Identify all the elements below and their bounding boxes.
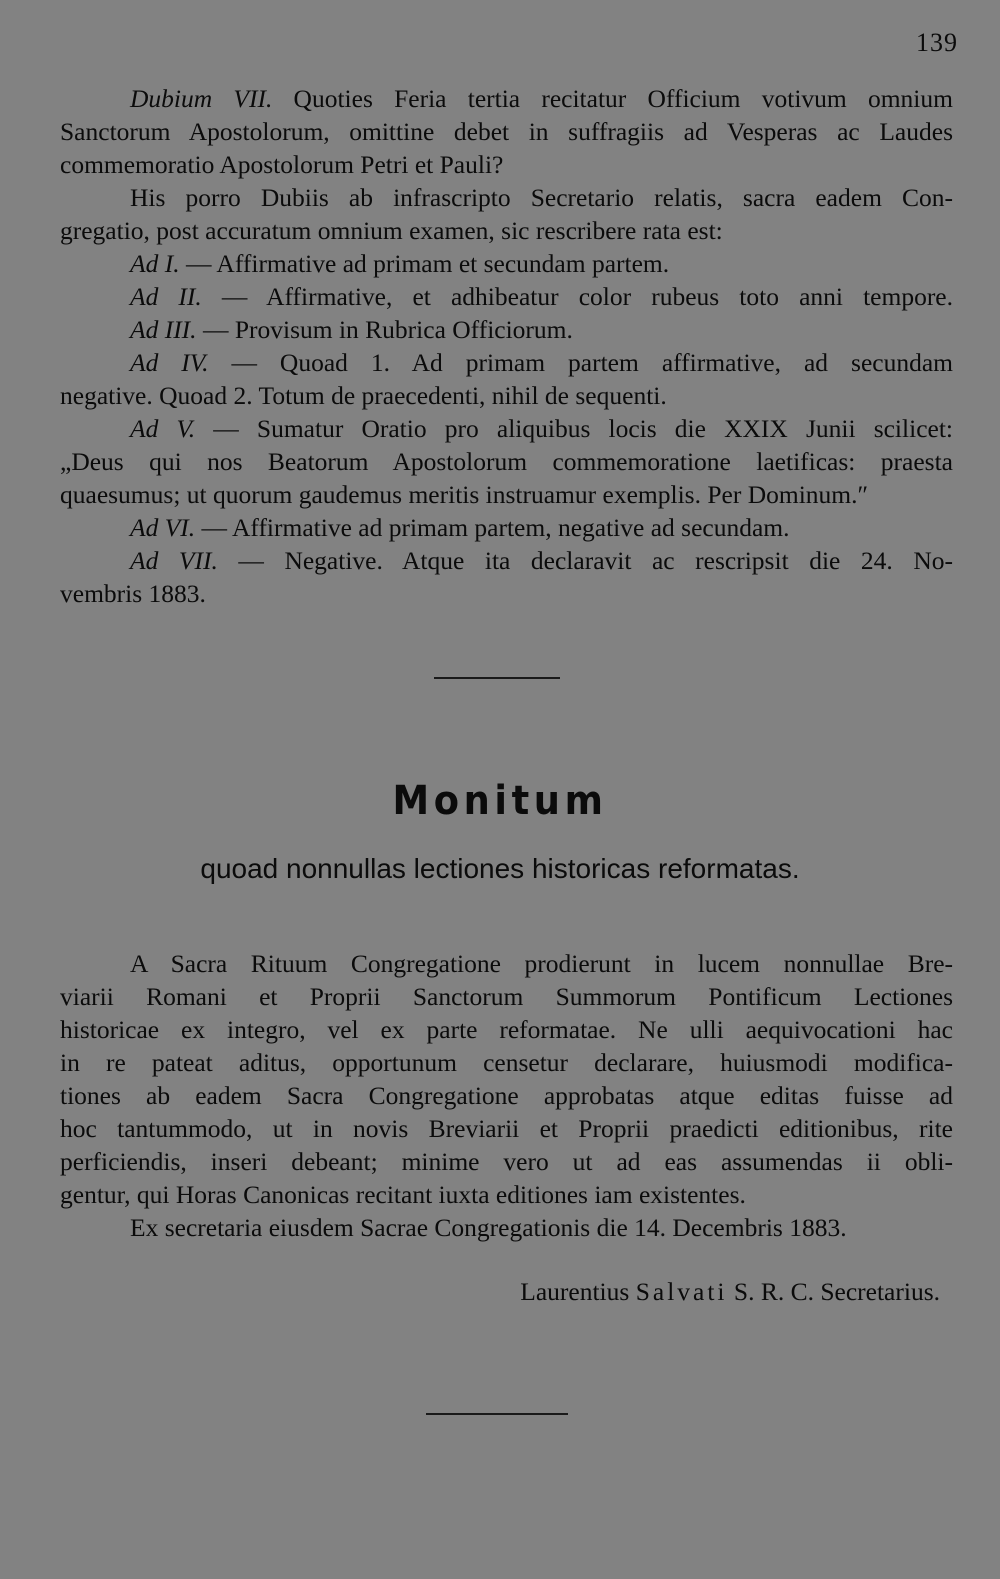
signature-title: S. R. C. Secretarius. <box>733 1277 940 1306</box>
item-lead: Ad VII. <box>130 546 218 575</box>
signature-last-name: Salvati <box>635 1277 728 1306</box>
line-text: gentur, qui Horas Canonicas recitant iuxta editiones iam existentes. <box>60 1180 746 1209</box>
end-divider <box>426 1413 568 1415</box>
line-text: vembris 1883. <box>60 579 206 608</box>
monitum-title: Monitum <box>392 778 608 824</box>
line-text: Sanctorum Apostolorum, omittine debet in suffragiis ad Vesperas ac Laudes <box>60 117 953 146</box>
text-line <box>60 478 953 511</box>
line-text: negative. Quoad 2. Totum de praecedenti, nihil de sequenti. <box>60 381 667 410</box>
text-line <box>60 346 953 379</box>
text-line <box>60 148 953 181</box>
text-line <box>60 511 953 544</box>
page-number: 139 <box>916 28 958 57</box>
line-text: viarii Romani et Proprii Sanctorum Summorum Pontificum Lectiones <box>60 982 953 1011</box>
text-line <box>60 181 953 214</box>
line-text: in re pateat aditus, opportunum censetur declarare, huiusmodi modifica- <box>60 1048 953 1077</box>
text-line <box>60 947 953 980</box>
line-text: historicae ex integro, vel ex parte reformatae. Ne ulli aequivocationi hac <box>60 1015 953 1044</box>
monitum-subtitle: quoad nonnullas lectiones historicas reformatas. <box>200 853 800 884</box>
text-line <box>60 1211 953 1244</box>
item-lead: Ad IV. <box>130 348 209 377</box>
text-line <box>60 445 953 478</box>
text-line <box>60 280 953 313</box>
text-line <box>60 577 953 610</box>
line-text: — Provisum in Rubrica Officiorum. <box>196 315 573 344</box>
line-text: His porro Dubiis ab infrascripto Secretario relatis, sacra eadem Con- <box>130 183 953 212</box>
line-text: hoc tantummodo, ut in novis Breviarii et Proprii praedicti editionibus, rite <box>60 1114 953 1143</box>
text-line <box>60 1079 953 1112</box>
item-lead: Ad VI. <box>130 513 196 542</box>
text-line <box>60 980 953 1013</box>
line-text: — Affirmative, et adhibeatur color rubeus toto anni tempore. <box>201 282 954 311</box>
text-line <box>60 379 953 412</box>
line-text: — Negative. Atque ita declaravit ac rescripsit die 24. No- <box>217 546 954 575</box>
line-text: — Quoad 1. Ad primam partem affirmative, ad secundam <box>208 348 953 377</box>
line-text: — Sumatur Oratio pro aliquibus locis die XXIX Junii scilicet: <box>195 414 953 443</box>
item-lead: Dubium VII. <box>130 84 273 113</box>
item-lead: Ad II. <box>130 282 202 311</box>
line-text: perficiendis, inseri debeant; minime vero ut ad eas assumendas ii obli- <box>60 1147 953 1176</box>
text-line <box>60 412 953 445</box>
decree-responses <box>60 82 953 610</box>
item-lead: Ad V. <box>130 414 196 443</box>
line-text: Ex secretaria eiusdem Sacrae Congregationis die 14. Decembris 1883. <box>130 1213 847 1242</box>
line-text: — Affirmative ad primam partem, negative ad secundam. <box>195 513 790 542</box>
line-text: — Affirmative ad primam et secundam partem. <box>179 249 670 278</box>
item-lead: Ad III. <box>130 315 197 344</box>
line-text: gregatio, post accuratum omnium examen, sic rescribere rata est: <box>60 216 723 245</box>
line-text: A Sacra Rituum Congregatione prodierunt in lucem nonnullae Bre- <box>130 949 953 978</box>
text-line <box>60 247 953 280</box>
monitum-body <box>60 947 953 1244</box>
signature-first-name: Laurentius <box>520 1277 630 1306</box>
signature <box>520 1277 940 1307</box>
text-line <box>60 82 953 115</box>
text-line <box>60 1145 953 1178</box>
line-text: Quoties Feria tertia recitatur Officium votivum omnium <box>272 84 953 113</box>
line-text: quaesumus; ut quorum gaudemus meritis instruamur exemplis. Per Dominum.″ <box>60 480 869 509</box>
text-line <box>60 1178 953 1211</box>
text-line <box>60 115 953 148</box>
section-divider <box>434 677 560 679</box>
text-line <box>60 313 953 346</box>
text-line <box>60 1112 953 1145</box>
text-line <box>60 1013 953 1046</box>
item-lead: Ad I. <box>130 249 180 278</box>
line-text: commemoratio Apostolorum Petri et Pauli? <box>60 150 504 179</box>
text-line <box>60 214 953 247</box>
text-line <box>60 544 953 577</box>
line-text: „Deus qui nos Beatorum Apostolorum commemoratione laetificas: praesta <box>60 447 953 476</box>
text-line <box>60 1046 953 1079</box>
line-text: tiones ab eadem Sacra Congregatione approbatas atque editas fuisse ad <box>60 1081 953 1110</box>
